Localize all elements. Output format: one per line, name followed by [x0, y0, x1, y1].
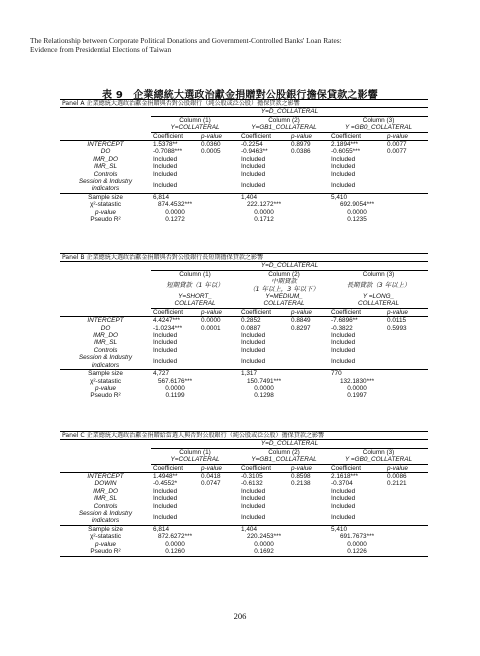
row-label: p-value: [95, 540, 116, 548]
cell: Included: [331, 170, 356, 178]
table-row: [60, 495, 428, 502]
cell: 0.0000: [347, 540, 367, 548]
table-row: [60, 480, 428, 487]
cell: Included: [331, 339, 356, 347]
cell: Included: [153, 495, 178, 503]
cell: Included: [239, 354, 289, 369]
row-label: Sample size: [88, 193, 123, 201]
cell: 0.0386: [291, 148, 311, 156]
row-label: IMR_DO: [93, 332, 118, 340]
dep-var-2: Y=GB1_COLLATERAL: [239, 124, 329, 132]
cell: Included: [241, 332, 266, 340]
cell: 0.0115: [387, 317, 407, 325]
table-row: [60, 171, 428, 178]
cell: 1,404: [241, 525, 257, 533]
row-label: p-value: [95, 384, 116, 392]
cell: Included: [153, 502, 178, 510]
cell: Included: [153, 346, 178, 354]
column-3-header: Column (3): [362, 270, 395, 278]
dependent-variable: Y=D_COLLATERAL: [151, 108, 428, 116]
table-row: [60, 370, 428, 378]
cell: 0.0005: [201, 148, 221, 156]
pval-header: p-value: [199, 464, 239, 472]
running-header-line-1: The Relationship between Corporate Political Donations and Government-Controlled Banks' Loan Rates:: [30, 36, 342, 45]
cell: Included: [239, 510, 289, 525]
row-label: χ²-statastic: [89, 201, 122, 209]
table-row: [60, 209, 428, 216]
cell: 0.1997: [347, 392, 367, 400]
pval-header: p-value: [385, 132, 428, 140]
pval-header: p-value: [199, 308, 239, 316]
row-label: Controls: [93, 346, 118, 354]
row-label: IMR_DO: [93, 155, 118, 163]
row-label: INTERCEPT: [87, 317, 124, 325]
cell: Included: [331, 163, 356, 171]
row-label: IMR_SL: [93, 495, 118, 503]
row-label: χ²-statastic: [89, 377, 122, 385]
row-label: χ²-statastic: [89, 533, 122, 541]
table-row: [60, 510, 428, 525]
dep-var-3: Y =GB0_COLLATERAL: [329, 456, 428, 464]
running-header-line-2: Evidence from Presidential Elections of Taiwan: [30, 45, 172, 54]
cell: 0.0086: [387, 473, 407, 481]
cell: Included: [331, 332, 356, 340]
cell: 0.0001: [201, 324, 221, 332]
cell: 691.7673***: [339, 533, 375, 541]
row-label-line: Session & Industry: [78, 354, 133, 362]
cell: 1,317: [241, 370, 257, 378]
dep-var-2: Y=GB1_COLLATERAL: [239, 456, 329, 464]
cell: 770: [331, 370, 342, 378]
row-label: INTERCEPT: [87, 141, 124, 149]
column-2-header: Column (2): [268, 116, 300, 124]
cell: Included: [153, 155, 178, 163]
table-row: [60, 163, 428, 170]
column-1-header: Column (1): [179, 448, 211, 456]
row-label: INTERCEPT: [87, 473, 124, 481]
table-row: [60, 525, 428, 533]
table-row: [60, 148, 428, 155]
cell: 874.4532***: [157, 201, 193, 209]
page-number: 206: [233, 611, 247, 621]
dependent-variable: Y=D_COLLATERAL: [151, 262, 428, 270]
coef-header: Coefficient: [329, 464, 385, 472]
table-row: [60, 193, 428, 201]
cell: 150.7491***: [246, 377, 282, 385]
cell: Included: [241, 170, 266, 178]
cell: -0.3704: [331, 480, 353, 488]
cell: Included: [329, 354, 385, 369]
dep-var-line: Y =LONG_: [362, 293, 395, 301]
cell: Included: [151, 178, 199, 193]
dep-var-3: Y =GB0_COLLATERAL: [329, 124, 428, 132]
table-row: [60, 201, 428, 208]
cell: 0.1298: [254, 392, 274, 400]
cell: -0.2254: [241, 141, 263, 149]
table-row: [60, 156, 428, 163]
coef-header: Coefficient: [329, 308, 385, 316]
cell: 0.1235: [347, 216, 367, 224]
cell: 0.8849: [291, 317, 311, 325]
coef-header: Coefficient: [239, 132, 289, 140]
cell: 4.4247***: [153, 317, 181, 325]
row-label-line: indicators: [91, 517, 120, 525]
row-label: Sample size: [88, 525, 123, 533]
cell: Included: [331, 487, 356, 495]
cell: 0.0360: [201, 141, 221, 149]
dependent-variable: Y=D_COLLATERAL: [151, 440, 428, 448]
cell: Included: [153, 163, 178, 171]
row-label: Pseudo R²: [90, 216, 121, 224]
table-row: [60, 488, 428, 495]
panel-a-title: Panel A 企業總統大選政治獻金捐贈與否對公股銀行（純公股或泛公股）擔保貸款之影響: [60, 100, 428, 108]
cell: 0.2138: [291, 480, 311, 488]
cell: -0.9463**: [241, 148, 268, 156]
cell: 220.2453***: [246, 533, 282, 541]
dep-var-2: [239, 293, 329, 308]
cell: 0.8598: [291, 473, 311, 481]
cell: 0.0000: [165, 384, 185, 392]
cell: Included: [331, 495, 356, 503]
row-label: IMR_DO: [93, 487, 118, 495]
cell: 0.0000: [347, 384, 367, 392]
row-label: IMR_SL: [93, 339, 118, 347]
cell: 1.4948**: [153, 473, 178, 481]
row-label-line: Session & Industry: [78, 178, 133, 186]
cell: -0.6132: [241, 480, 263, 488]
cell: 0.1692: [239, 548, 289, 556]
cell: 0.0000: [254, 384, 274, 392]
dep-var-1: Y=COLLATERAL: [151, 124, 239, 132]
cell: Included: [153, 332, 178, 340]
table-row: [60, 216, 428, 223]
cell: 0.0000: [347, 208, 367, 216]
cell: 872.6272***: [157, 533, 193, 541]
cell: 0.0000: [254, 540, 274, 548]
row-label: Controls: [93, 502, 118, 510]
cell: Included: [241, 495, 266, 503]
row-label: Sample size: [88, 370, 123, 378]
pval-header: p-value: [289, 464, 329, 472]
cell: 0.8979: [291, 141, 311, 149]
pval-header: p-value: [385, 464, 428, 472]
column-2-header: Column (2): [268, 270, 300, 278]
coef-header: Coefficient: [151, 308, 199, 316]
table-row: [60, 347, 428, 354]
cell: 0.2852: [241, 317, 261, 325]
row-label: DOWIN: [94, 480, 117, 488]
cell: 567.6176***: [157, 377, 193, 385]
pval-header: p-value: [289, 132, 329, 140]
cell: Included: [241, 339, 266, 347]
cell: Included: [241, 155, 266, 163]
cell: 132.1830***: [339, 377, 375, 385]
cell: Included: [153, 170, 178, 178]
cell: Included: [331, 155, 356, 163]
cell: 692.9054***: [339, 201, 375, 209]
table-row: [60, 548, 428, 556]
dep-var-line: Y=MEDIUM_: [265, 293, 303, 301]
dep-var-line: COLLATERAL: [174, 300, 216, 308]
row-label: [60, 178, 151, 193]
cell: 0.0000: [254, 208, 274, 216]
cell: 0.0887: [241, 324, 261, 332]
row-label-line: indicators: [91, 361, 120, 369]
cell: -1.0234***: [153, 324, 183, 332]
cell: 5,410: [331, 525, 347, 533]
cell: Included: [241, 346, 266, 354]
cell: 0.5993: [387, 324, 407, 332]
cell: Included: [151, 510, 199, 525]
sub-header-line: 中期貸款: [271, 278, 297, 286]
table-title: 表 9 企業總統大選政治獻金捐贈對公股銀行擔保貸款之影響: [101, 90, 379, 101]
row-label: Controls: [93, 170, 118, 178]
dep-var-line: COLLATERAL: [357, 300, 400, 308]
table-row: [60, 392, 428, 399]
cell: Included: [241, 502, 266, 510]
coef-header: Coefficient: [239, 308, 289, 316]
panel-c-title: Panel C 企業總統大選政治獻金捐贈給當選人與否對公股銀行（純公股或泛公股）擔保貸款之影響: [60, 432, 428, 440]
cell: 0.1272: [165, 216, 185, 224]
row-label: Pseudo R²: [60, 548, 151, 556]
dep-var-line: Y=SHORT_: [178, 293, 212, 301]
table-row: [60, 339, 428, 346]
column-1-header: Column (1): [179, 116, 211, 124]
coef-header: Coefficient: [151, 464, 199, 472]
cell: Included: [329, 178, 385, 193]
dep-var-3: [329, 293, 428, 308]
panel-a-table: [60, 99, 428, 224]
cell: -0.7088***: [153, 148, 183, 156]
panel-b-title: Panel B 企業總統大選政治獻金捐贈與否對公股銀行長短期擔保貸款之影響: [60, 254, 428, 262]
panel-b-table: [60, 253, 428, 400]
table-row: [60, 325, 428, 332]
table-row: [60, 332, 428, 339]
cell: 2.1618***: [331, 473, 359, 481]
table-row: [60, 473, 428, 481]
coef-header: Coefficient: [151, 132, 199, 140]
coef-header: Coefficient: [239, 464, 289, 472]
coef-header: Coefficient: [329, 132, 385, 140]
pval-header: p-value: [289, 308, 329, 316]
dep-var-line: COLLATERAL: [263, 300, 305, 308]
row-label: p-value: [95, 208, 116, 216]
row-label: Pseudo R²: [90, 392, 121, 400]
cell: 5,410: [331, 193, 347, 201]
table-row: [60, 541, 428, 548]
cell: Included: [239, 178, 289, 193]
cell: 2.1894***: [331, 141, 359, 149]
cell: 1.5378**: [153, 141, 178, 149]
cell: 222.1272***: [246, 201, 282, 209]
sub-header-medium: [239, 278, 329, 293]
sub-header-short: 短期貸款（1 年以）: [166, 280, 224, 289]
table-row: [60, 354, 428, 369]
cell: -0.6055***: [331, 148, 361, 156]
cell: 0.0077: [387, 141, 407, 149]
dep-var-1: [151, 293, 239, 308]
column-2-header: Column (2): [268, 448, 300, 456]
pval-header: p-value: [199, 132, 239, 140]
cell: 0.0000: [165, 208, 185, 216]
cell: Included: [329, 510, 385, 525]
cell: 0.2121: [387, 480, 407, 488]
cell: 0.0000: [201, 317, 221, 325]
column-3-header: Column (3): [362, 116, 395, 124]
cell: 0.1226: [329, 548, 385, 556]
cell: 6,814: [153, 525, 169, 533]
cell: 0.0077: [387, 148, 407, 156]
panel-c-table: [60, 431, 428, 557]
row-label: [60, 354, 151, 369]
row-label: DO: [100, 148, 111, 156]
cell: -0.3822: [331, 324, 353, 332]
cell: 0.1260: [151, 548, 199, 556]
cell: 0.1199: [165, 392, 185, 400]
cell: Included: [331, 502, 356, 510]
dep-var-1: Y=COLLATERAL: [151, 456, 239, 464]
row-label: IMR_SL: [93, 163, 118, 171]
cell: 0.0418: [201, 473, 221, 481]
row-label: DO: [100, 324, 111, 332]
cell: Included: [153, 339, 178, 347]
table-row: [60, 533, 428, 540]
running-header: [30, 36, 460, 54]
row-label-line: indicators: [91, 185, 120, 193]
cell: 4,727: [153, 370, 169, 378]
cell: -7.6896**: [331, 317, 358, 325]
sub-header-long: 長期貸款（3 年以上）: [346, 280, 411, 289]
cell: -0.3105: [241, 473, 263, 481]
table-row: [60, 503, 428, 510]
cell: Included: [331, 346, 356, 354]
pval-header: p-value: [385, 308, 428, 316]
table-row: [60, 385, 428, 392]
cell: Included: [241, 163, 266, 171]
cell: 6,814: [153, 193, 169, 201]
table-row: [60, 378, 428, 385]
table-row: [60, 178, 428, 193]
cell: 0.8297: [291, 324, 311, 332]
sub-header-line: （1 年以上，3 年以下）: [249, 284, 319, 293]
row-label-line: Session & Industry: [78, 510, 133, 518]
cell: 0.1712: [254, 216, 274, 224]
row-label: [60, 510, 151, 525]
cell: Included: [153, 487, 178, 495]
cell: 0.0747: [201, 480, 221, 488]
table-row: [60, 317, 428, 325]
cell: Included: [151, 354, 199, 369]
cell: 0.0000: [165, 540, 185, 548]
column-1-header: Column (1): [179, 270, 211, 278]
cell: Included: [241, 487, 266, 495]
column-3-header: Column (3): [362, 448, 395, 456]
table-row: [60, 141, 428, 149]
cell: 1,404: [241, 193, 257, 201]
cell: -0.4552*: [153, 480, 178, 488]
